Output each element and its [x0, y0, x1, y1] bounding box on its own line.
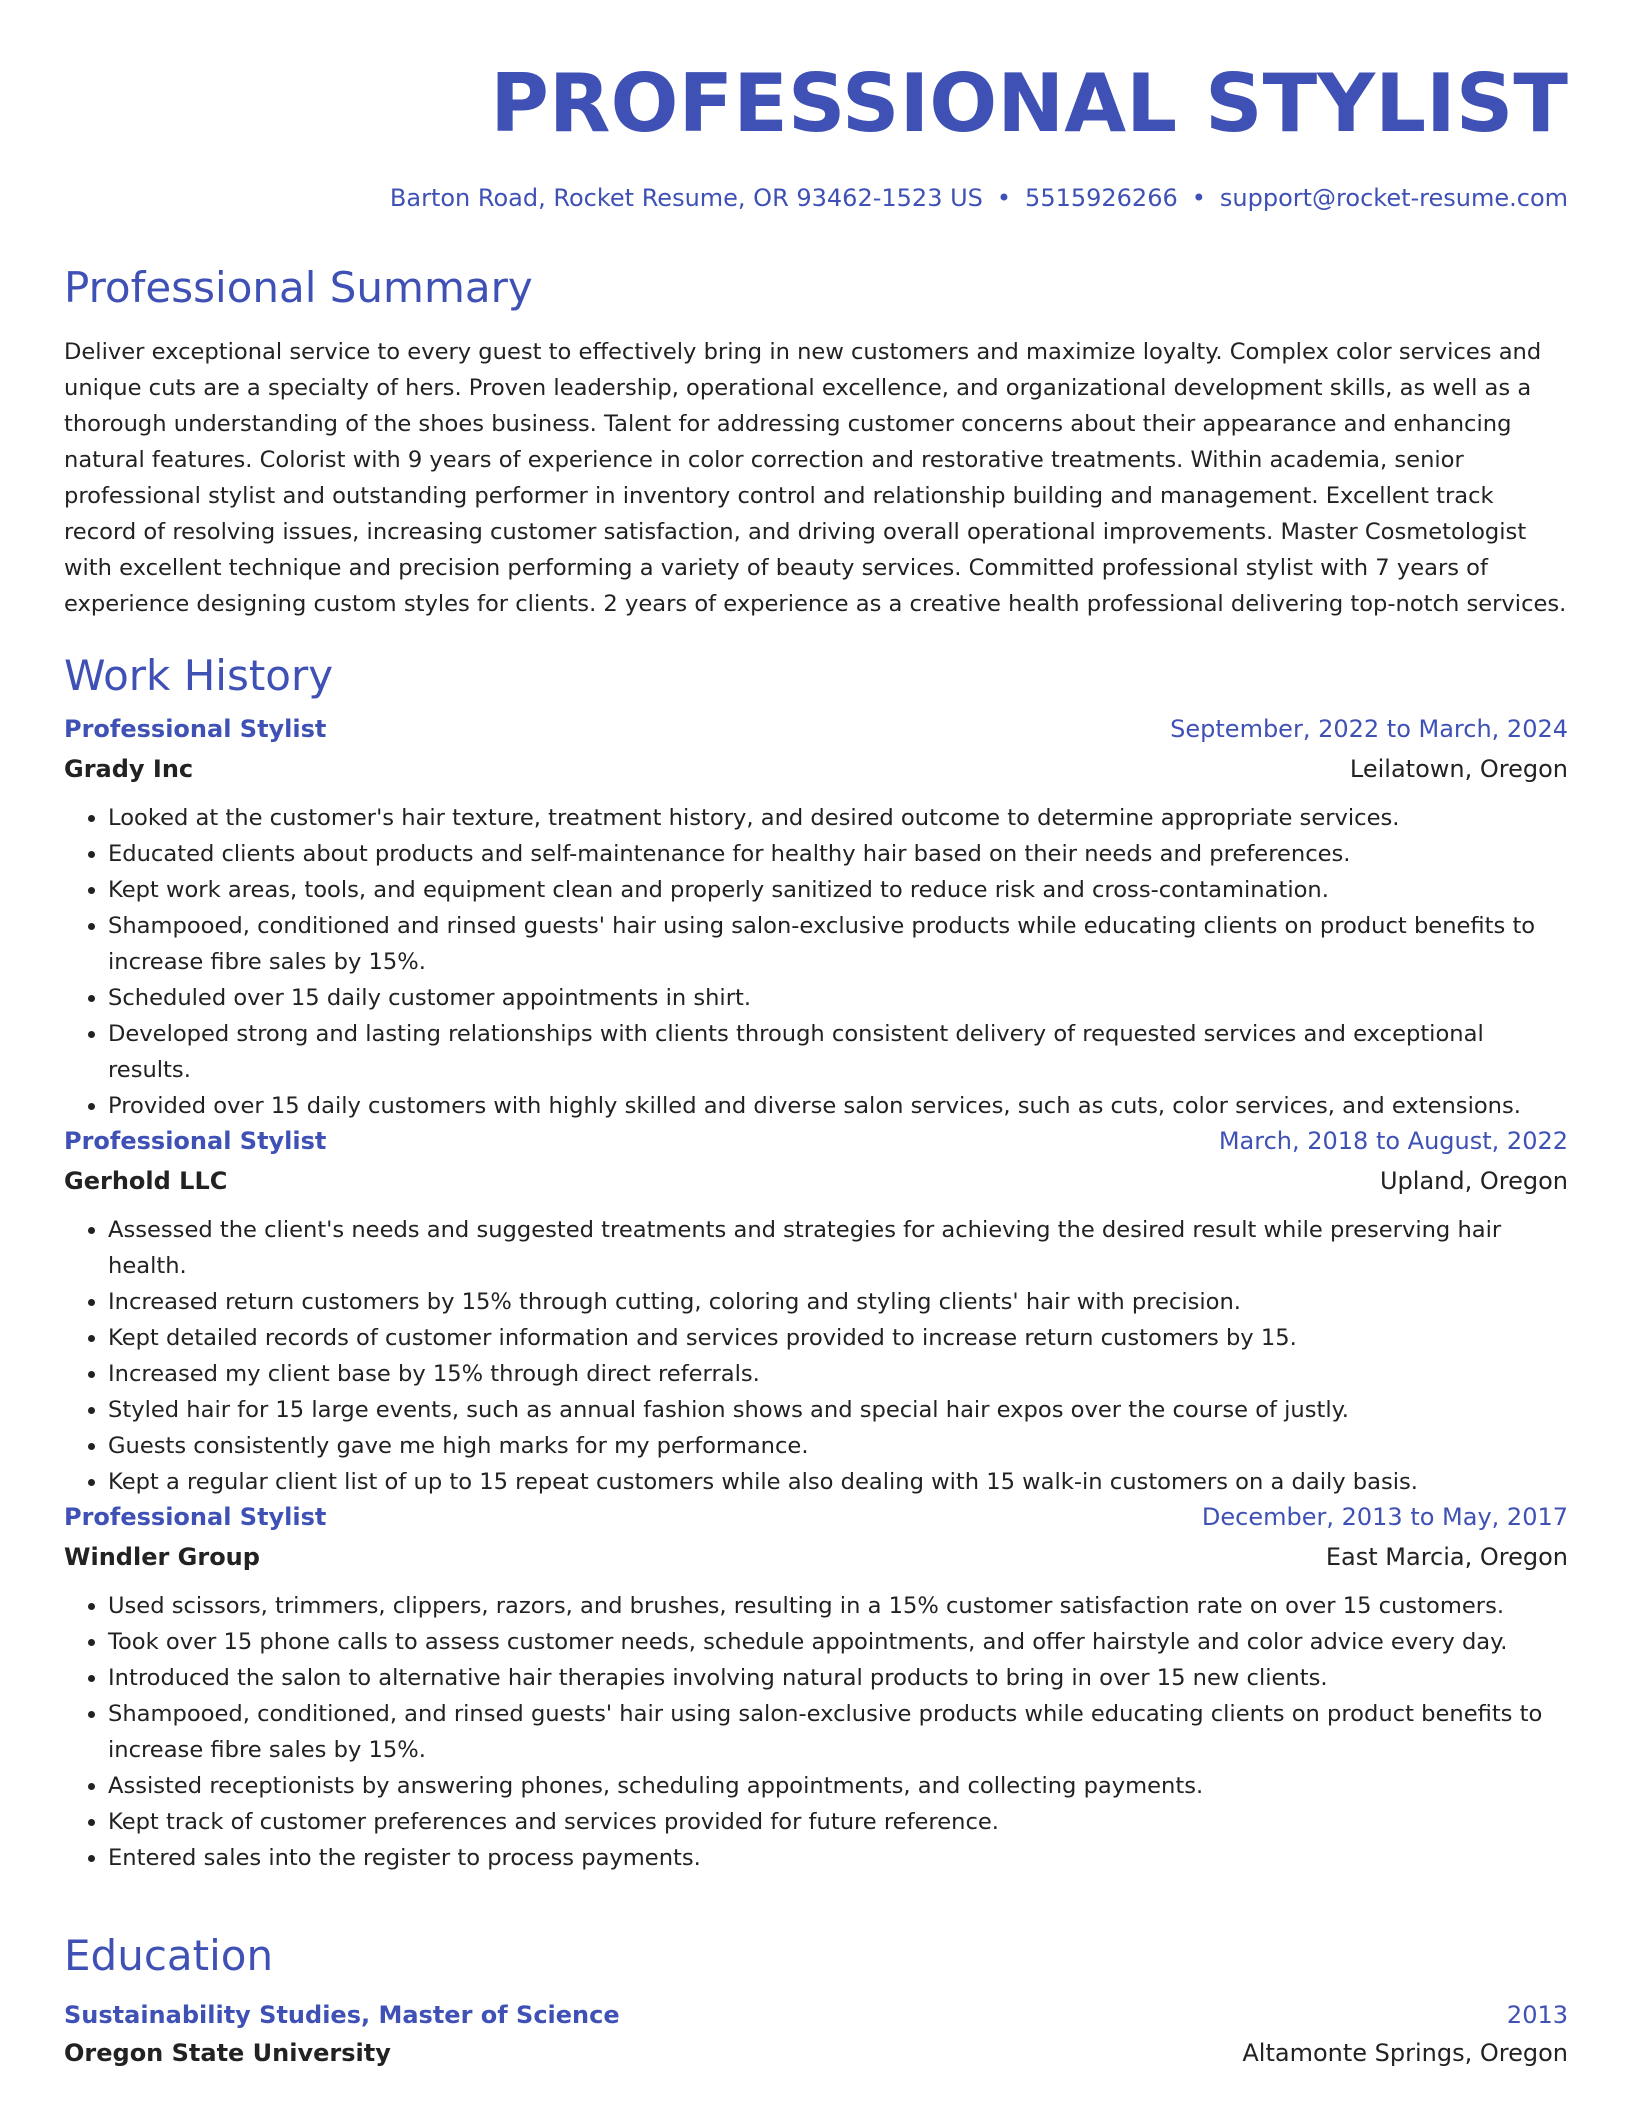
job-bullet: • Used scissors, trimmers, clippers, razors, and brushes, resulting in a 15% customer satisfaction rate on over 15 customers. [108, 1588, 1568, 1624]
employer-name: Windler Group [64, 1543, 260, 1571]
contact-line [390, 182, 1568, 214]
job-bullet: • Kept work areas, tools, and equipment clean and properly sanitized to reduce risk and cross-contamination. [108, 872, 1568, 908]
job-location: Upland, Oregon [1379, 1167, 1568, 1195]
job-bullet: • Kept detailed records of customer information and services provided to increase return customers by 15. [108, 1320, 1568, 1356]
address-text: Barton Road, Rocket Resume, OR 93462-1523 US [389, 184, 983, 212]
employer-name: Gerhold LLC [64, 1167, 228, 1195]
job-title: Professional Stylist [64, 715, 327, 743]
job-bullet: • Looked at the customer's hair texture, treatment history, and desired outcome to determine appropriate services. [108, 800, 1568, 836]
job-entry [64, 712, 1568, 1124]
work-history-heading: Work History [64, 651, 334, 700]
education-entry [64, 1998, 1568, 2070]
job-bullet: • Styled hair for 15 large events, such as annual fashion shows and special hair expos over the course of justly. [108, 1392, 1568, 1428]
job-entry [64, 1500, 1568, 1876]
job-bullet: • Assessed the client's needs and suggested treatments and strategies for achieving the desired result while preserving hair health. [108, 1212, 1568, 1284]
summary-heading: Professional Summary [64, 263, 533, 312]
job-title: Professional Stylist [64, 1127, 327, 1155]
education-heading: Education [64, 1931, 274, 1980]
school-location: Altamonte Springs, Oregon [1242, 2039, 1568, 2067]
separator-dot: • [1191, 184, 1206, 212]
summary-text: Deliver exceptional service to every guest to effectively bring in new customers and maximize loyalty. Complex color services and unique cuts are a specialty of hers. Proven leadership, operational excellence, and organizational development skills, as well as a thorough understanding of the shoes business. Talent for addressing customer concerns about their appearance and enhancing natural features. Colorist with 9 years of experience in color correction and restorative treatments. Within academia, senior professional stylist and outstanding performer in inventory control and relationship building and management. Excellent track record of resolving issues, increasing customer satisfaction, and driving overall operational improvements. Master Cosmetologist with excellent technique and precision performing a variety of beauty services. Committed professional stylist with 7 years of experience designing custom styles for clients. 2 years of experience as a creative health professional delivering top-notch services. [64, 339, 1567, 617]
job-location: Leilatown, Oregon [1349, 755, 1568, 783]
job-location: East Marcia, Oregon [1325, 1543, 1568, 1571]
phone-text: 5515926266 [1025, 184, 1178, 212]
job-bullet: • Increased my client base by 15% through direct referrals. [108, 1356, 1568, 1392]
candidate-name: PROFESSIONAL STYLIST [490, 57, 1568, 150]
job-bullet: • Introduced the salon to alternative hair therapies involving natural products to bring in over 15 new clients. [108, 1660, 1568, 1696]
job-bullet: • Increased return customers by 15% through cutting, coloring and styling clients' hair with precision. [108, 1284, 1568, 1320]
degree-name: Sustainability Studies, Master of Science [64, 2001, 620, 2029]
job-bullet-list [64, 1588, 1568, 1876]
job-dates: September, 2022 to March, 2024 [1170, 715, 1568, 743]
job-bullet: • Provided over 15 daily customers with highly skilled and diverse salon services, such as cuts, color services, and extensions. [108, 1088, 1568, 1124]
job-dates: March, 2018 to August, 2022 [1218, 1127, 1568, 1155]
job-bullet: • Shampooed, conditioned, and rinsed guests' hair using salon-exclusive products while educating clients on product benefits to increase fibre sales by 15%. [108, 1696, 1568, 1768]
job-bullet: • Guests consistently gave me high marks for my performance. [108, 1428, 1568, 1464]
job-bullet: • Developed strong and lasting relationships with clients through consistent delivery of requested services and exceptional results. [108, 1016, 1568, 1088]
graduation-year: 2013 [1506, 2001, 1568, 2029]
school-name: Oregon State University [64, 2039, 391, 2067]
job-bullet: • Entered sales into the register to process payments. [108, 1840, 1568, 1876]
job-bullet: • Assisted receptionists by answering phones, scheduling appointments, and collecting payments. [108, 1768, 1568, 1804]
job-bullet: • Shampooed, conditioned and rinsed guests' hair using salon-exclusive products while educating clients on product benefits to increase fibre sales by 15%. [108, 908, 1568, 980]
job-dates: December, 2013 to May, 2017 [1201, 1503, 1568, 1531]
email-link[interactable]: support@rocket-resume.com [1219, 184, 1568, 212]
job-bullet-list [64, 1212, 1568, 1500]
job-bullet: • Educated clients about products and self-maintenance for healthy hair based on their needs and preferences. [108, 836, 1568, 872]
separator-dot: • [996, 184, 1012, 212]
job-bullet: • Scheduled over 15 daily customer appointments in shirt. [108, 980, 1568, 1016]
job-title: Professional Stylist [64, 1503, 327, 1531]
job-bullet: • Took over 15 phone calls to assess customer needs, schedule appointments, and offer hairstyle and color advice every day. [108, 1624, 1568, 1660]
job-entry [64, 1124, 1568, 1500]
job-bullet: • Kept track of customer preferences and services provided for future reference. [108, 1804, 1568, 1840]
job-bullet-list [64, 800, 1568, 1124]
employer-name: Grady Inc [64, 755, 194, 783]
job-bullet: • Kept a regular client list of up to 15 repeat customers while also dealing with 15 walk-in customers on a daily basis. [108, 1464, 1568, 1500]
